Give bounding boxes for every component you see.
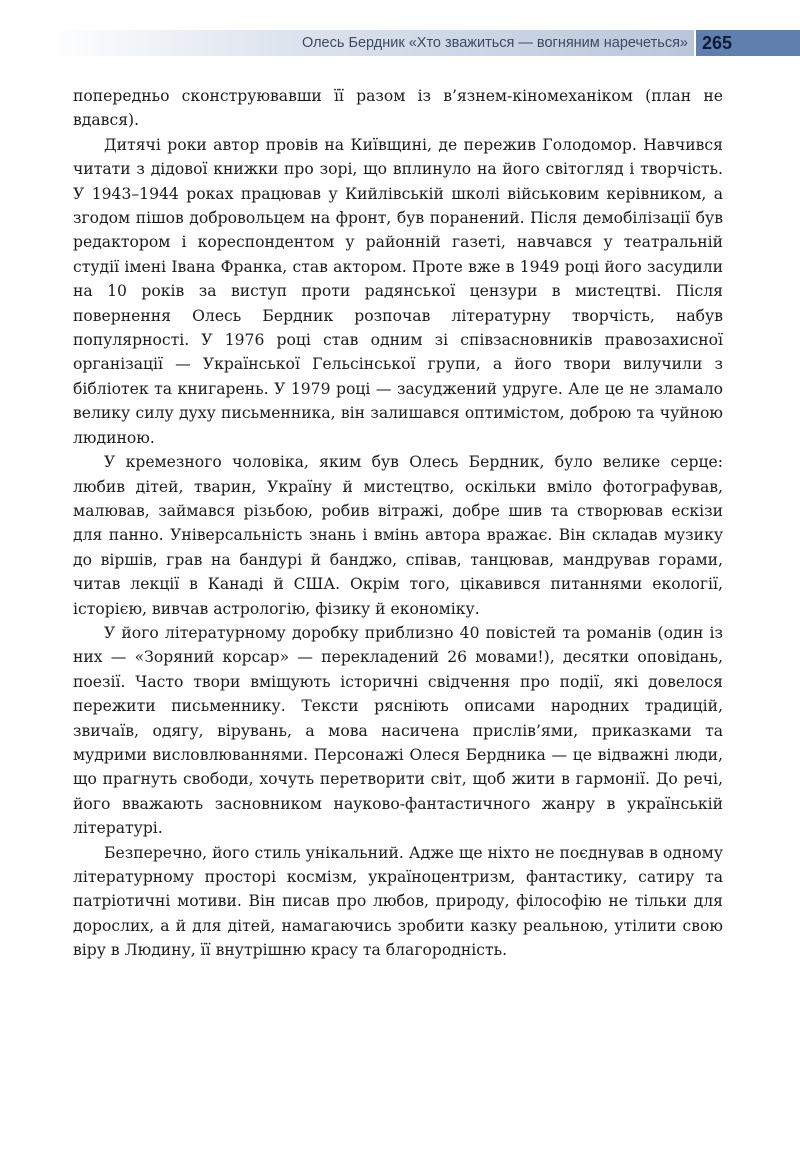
paragraph-talents: У кремезного чоловіка, яким був Олесь Бердник, було велике серце: любив дітей, тварин, Україну й мистецтво, оскільки вміло фотографував, малював, займався різьбою, робив вітражі, добре шив та створював ескізи для панно. Універсальність знань і вмінь автора вражає. Він складав музику до віршів, грав на бандурі й банджо, співав, танцював, мандрував горами, читав лекції в Канаді й США. Окрім того, цікавився питаннями екології, історією, вивчав астрологію, фізику й економіку.: [73, 453, 723, 618]
page-number-box: [696, 30, 800, 56]
paragraph-continuation: попередньо сконструювавши її разом із в’язнем-кіномеханіком (план не вдався).: [73, 87, 723, 130]
paragraph-childhood: Дитячі роки автор провів на Київщині, де пережив Голодомор. Навчився читати з дідової книжки про зорі, що вплинуло на його світогляд і творчість. У 1943–1944 роках працював у Кийлівській школі військовим керівником, а згодом пішов добровольцем на фронт, був поранений. Після демобілізації був редактором і кореспондентом у районній газеті, навчався у театральній студії імені Івана Франка, став актором. Проте вже в 1949 році його засудили на 10 років за виступ проти радянської цензури в мистецтві. Після повернення Олесь Бердник розпочав літературну творчість, набув популярності. У 1976 році став одним зі співзасновників правозахисної організації — Української Гельсінської групи, а його твори вилучили з бібліотек та книгарень. У 1979 році — засуджений удруге. Але це не зламало велику силу духу письменника, він залишався оптимістом, доброю та чуйною людиною.: [73, 135, 723, 447]
paragraph-works: У його літературному доробку приблизно 40 повістей та романів (один із них — «Зоряний корсар» — перекладений 26 мовами!), десятки оповідань, поезії. Часто твори вміщують історичні свідчення про події, які довелося пережити письменнику. Тексти рясніють описами народних традицій, звичаїв, одягу, вірувань, а мова насичена прислів’ями, приказками та мудрими висловлюваннями. Персонажі Олеся Бердника — це відважні люди, що прагнуть свободи, хочуть перетворити світ, щоб жити в гармонії. До речі, його вважають засновником науково-фантастичного жанру в українській літературі.: [73, 623, 723, 838]
paragraph-style: Безперечно, його стиль унікальний. Адже ще ніхто не поєднував в одному літературному просторі космізм, україноцентризм, фантастику, сатиру та патріотичні мотиви. Він писав про любов, природу, філософію не тільки для дорослих, а й для дітей, намагаючись зробити казку реальною, утілити свою віру в Людину, її внутрішню красу та благородність.: [73, 843, 723, 960]
body-text: [73, 84, 723, 963]
running-title: Олесь Бердник «Хто зважиться — вогняним наречеться»: [301, 35, 688, 51]
page-number: 265: [702, 33, 733, 53]
